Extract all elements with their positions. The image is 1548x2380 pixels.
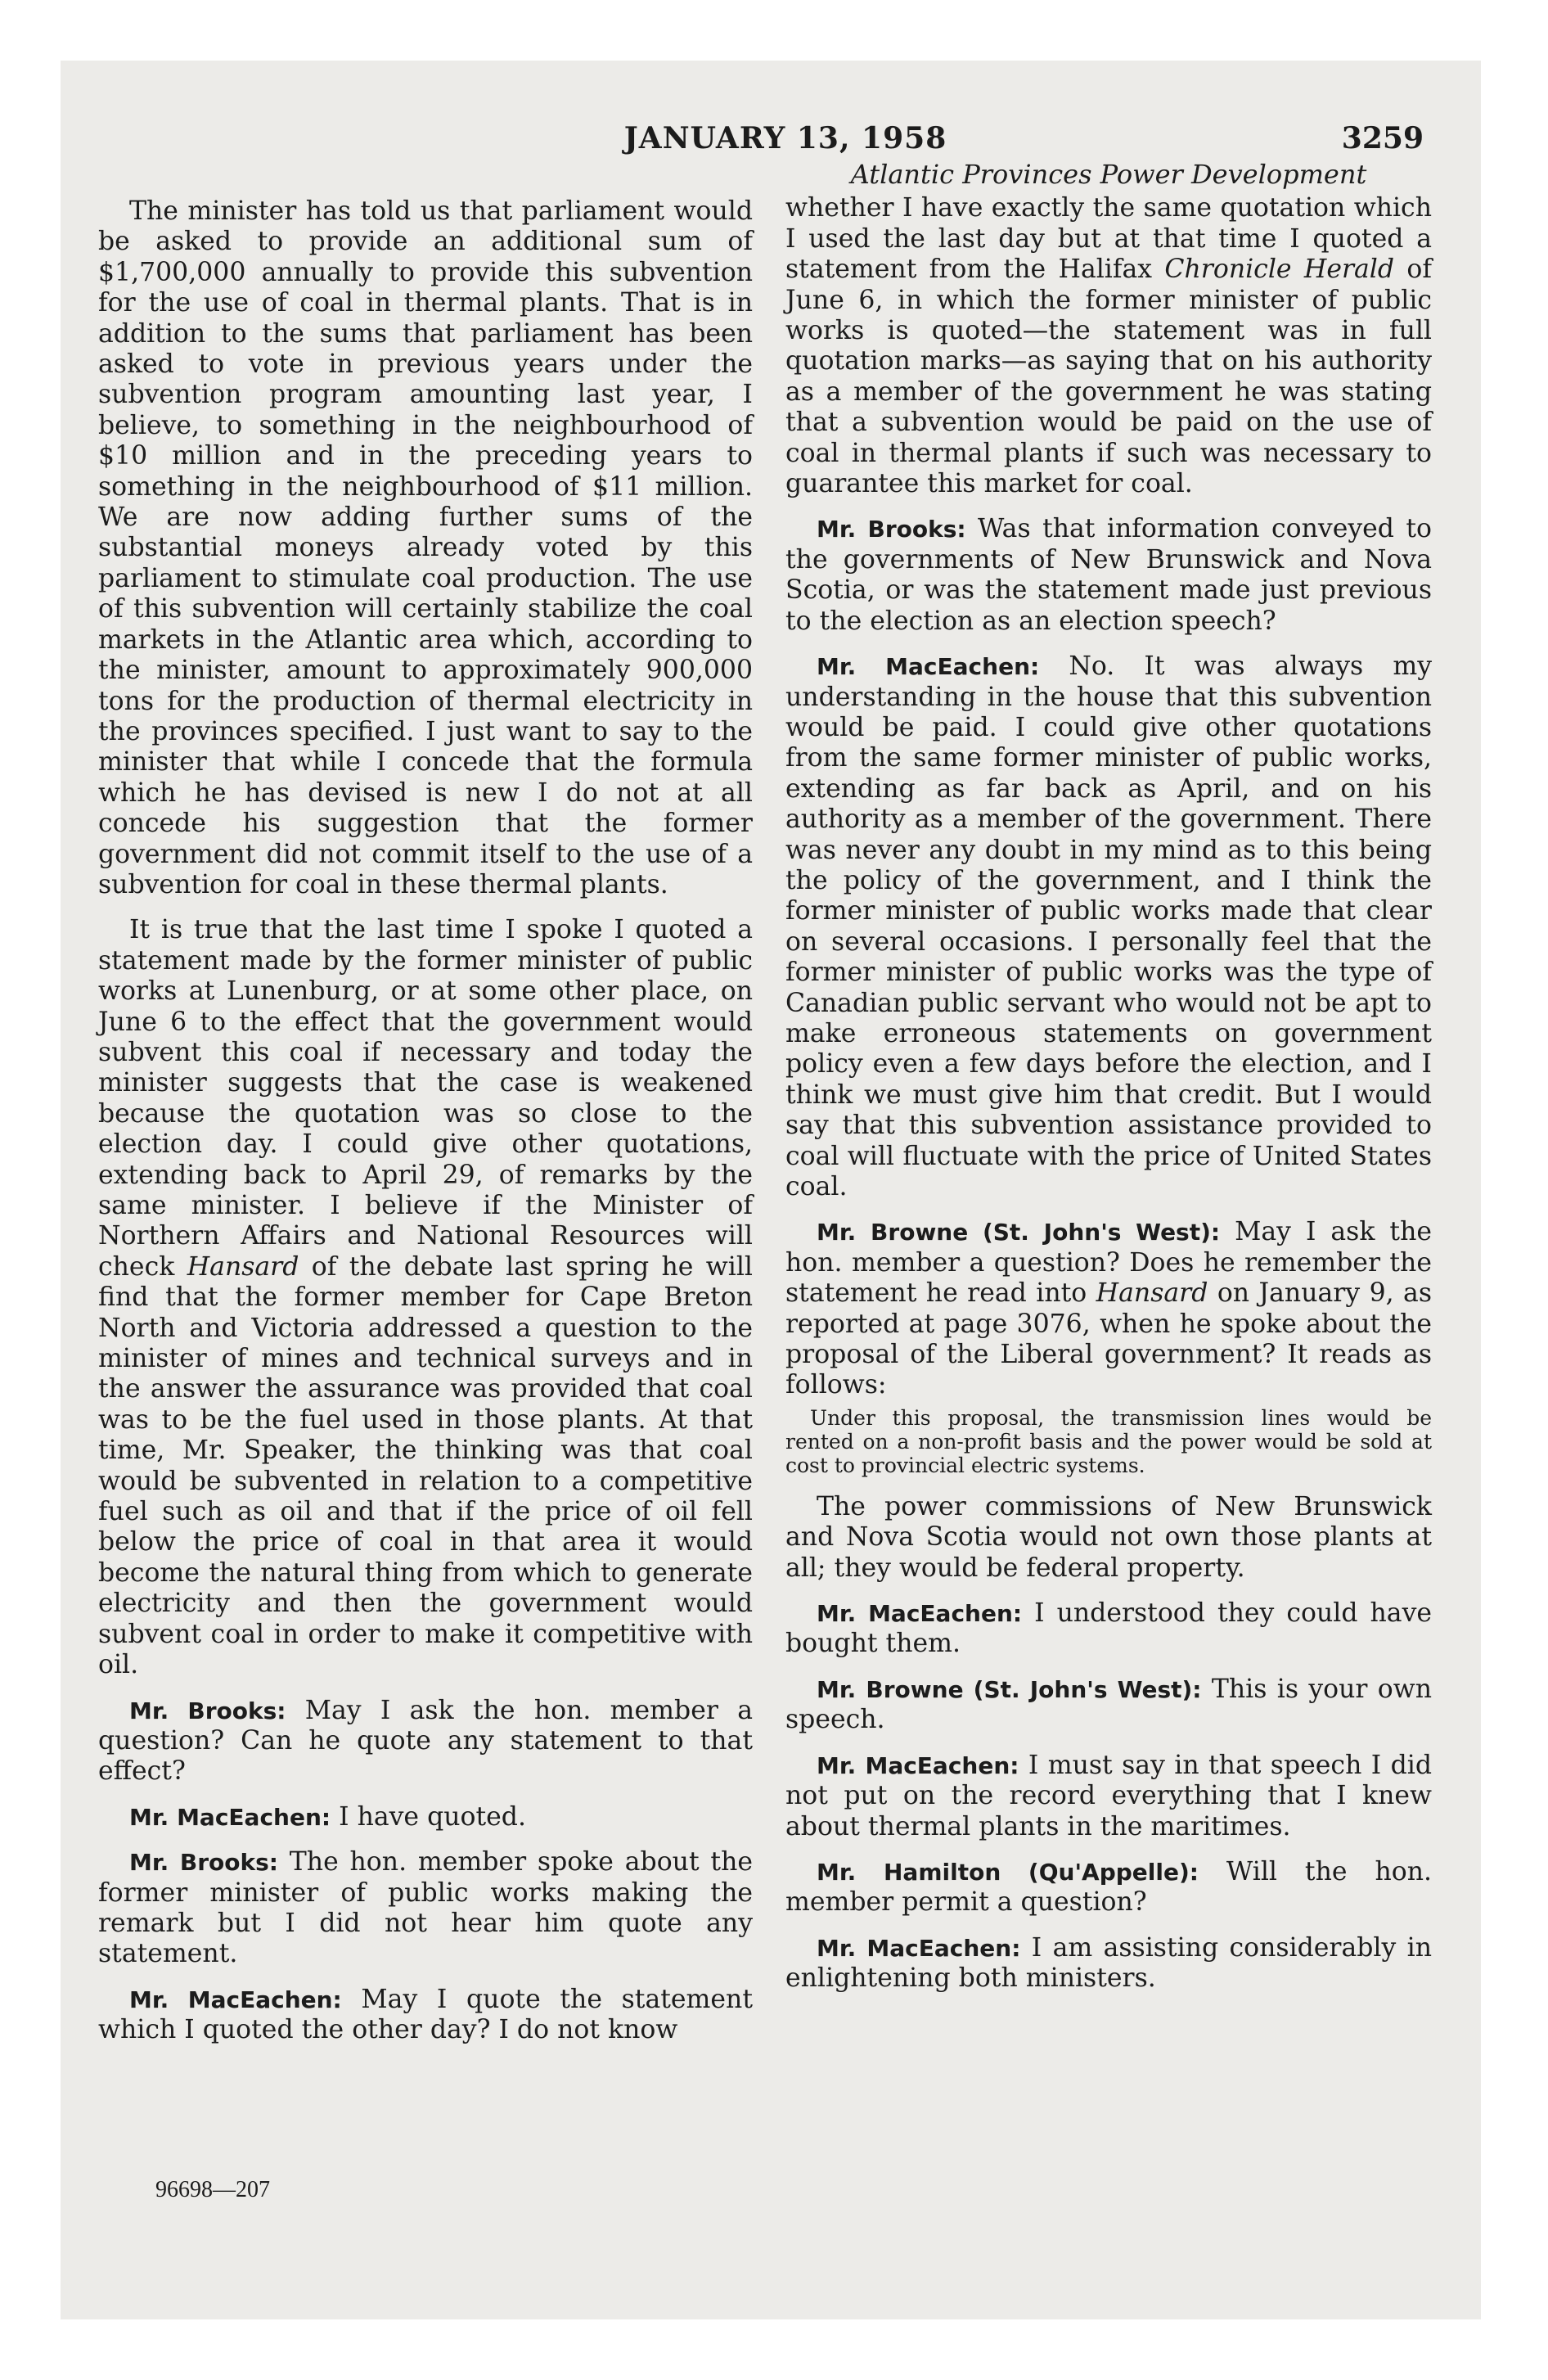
speech: Mr. MacEachen: I have quoted.: [129, 1801, 526, 1832]
paragraph: The power commissions of New Brunswick and Nova Scotia would not own those plants at all; they would be federal property.: [785, 1491, 1432, 1583]
speaker-name: Mr. Brooks:: [817, 516, 966, 543]
speech: Mr. Hamilton (Qu'Appelle): Will the hon. member permit a question?: [785, 1856, 1432, 1918]
block-quote: Under this proposal, the transmission lines would be rented on a non-profit basis and the power would be sold at cost to provincial electric systems.: [785, 1405, 1432, 1477]
speech: Mr. Brooks: May I ask the hon. member a question? Can he quote any statement to that effect?: [98, 1695, 753, 1787]
page-number: 3259: [1341, 121, 1424, 156]
speech: Mr. MacEachen: I must say in that speech I did not put on the record everything that I knew about thermal plants in the maritimes.: [785, 1750, 1433, 1841]
speaker-name: Mr. Browne (St. John's West):: [817, 1675, 1202, 1703]
speaker-name: Mr. MacEachen:: [817, 1751, 1019, 1779]
paragraph: whether I have exactly the same quotation which I used the last day but at that time I quoted a statement from the Halifax Chronicle Herald of June 6, in which the former minister of public works is quoted—the statement was in full quotation marks—as saying that on his authority as a member of the government he was stating that a subvention would be paid on the use of coal in thermal plants if such was necessary to guarantee this market for coal.: [785, 193, 1433, 499]
speaker-name: Mr. Brooks:: [129, 1697, 286, 1724]
speaker-name: Mr. Hamilton (Qu'Appelle):: [817, 1858, 1199, 1886]
hansard-italic: Hansard: [187, 1251, 299, 1282]
running-head: Atlantic Provinces Power Development: [850, 159, 1367, 190]
speaker-name: Mr. MacEachen:: [817, 653, 1040, 681]
speech: Mr. MacEachen: I am assisting considerably in enlightening both ministers.: [785, 1932, 1433, 1994]
header-date: JANUARY 13, 1958: [623, 121, 947, 156]
speech: Mr. MacEachen: I understood they could have bought them.: [785, 1598, 1433, 1659]
speech: Mr. Browne (St. John's West): This is your own speech.: [785, 1674, 1433, 1735]
speech: Mr. MacEachen: May I quote the statement which I quoted the other day? I do not know: [98, 1984, 754, 2045]
speech: Mr. Brooks: Was that information conveyed to the governments of New Brunswick and Nova Scotia, or was the statement made just previous to the election as an election speech?: [785, 514, 1432, 636]
speech: Mr. MacEachen: No. It was always my understanding in the house that this subvention would be paid. I could give other quotations from the same former minister of public works, extending as far back as April, and on his authority as a member of the government. There was never any doubt in my mind as to this being the policy of the government, and I think the former minister of public works made that clear on several occasions. I personally feel that the former minister of public works was the type of Canadian public servant who would not be apt to make erroneous statements on government policy even a few days before the election, and I think we must give him that credit. But I would say that this subvention assistance provided to coal will fluctuate with the price of United States coal.: [785, 651, 1433, 1201]
speaker-name: Mr. MacEachen:: [129, 1803, 331, 1831]
speaker-name: Mr. MacEachen:: [129, 1986, 342, 2013]
speaker-name: Mr. MacEachen:: [817, 1934, 1021, 1962]
page-header: [98, 121, 1473, 162]
print-code: 96698—207: [155, 2177, 270, 2202]
speaker-name: Mr. MacEachen:: [817, 1600, 1023, 1628]
speaker-name: Mr. Browne (St. John's West):: [817, 1219, 1221, 1246]
right-column: [785, 160, 1432, 2009]
speech: Mr. Brooks: The hon. member spoke about the former minister of public works making the remark but I did not hear him quote any statement.: [98, 1847, 753, 1969]
paragraph: The minister has told us that parliament would be asked to provide an additional sum of $1,700,000 annually to provide this subvention for the use of coal in thermal plants. That is in addition to the sums that parliament has been asked to vote in previous years under the subvention program amounting last year, I believe, to something in the neighbourhood of $10 million and in the preceding years to something in the neighbourhood of $11 million. We are now adding further sums of the substantial moneys already voted by this parliament to stimulate coal production. The use of this subvention will certainly stabilize the coal markets in the Atlantic area which, according to the minister, amount to approximately 900,000 tons for the production of thermal electricity in the provinces specified. I just want to say to the minister that while I concede that the formula which he has devised is new I do not at all concede his suggestion that the former government did not commit itself to the use of a subvention for coal in these thermal plants.: [98, 196, 753, 899]
speech: Mr. Browne (St. John's West): May I ask the hon. member a question? Does he remember the statement he read into Hansard on January 9, as reported at page 3076, when he spoke about the proposal of the Liberal government? It reads as follows:: [785, 1217, 1432, 1400]
speaker-name: Mr. Brooks:: [129, 1849, 278, 1877]
left-column: [98, 196, 753, 2061]
paragraph: It is true that the last time I spoke I quoted a statement made by the former minister of public works at Lunenburg, or at some other place, on June 6 to the effect that the government would subvent this coal if necessary and today the minister suggests that the case is weakened because the quotation was so close to the election day. I could give other quotations, extending back to April 29, of remarks by the same minister. I believe if the Minister of Northern Affairs and National Resources will check Hansard of the debate last spring he will find that the former member for Cape Breton North and Victoria addressed a question to the minister of mines and technical surveys and in the answer the assurance was provided that coal was to be the fuel used in those plants. At that time, Mr. Speaker, the thinking was that coal would be subvented in relation to a competitive fuel such as oil and that if the price of oil fell below the price of coal in that area it would become the natural thing from which to generate electricity and then the government would subvent coal in order to make it competitive with oil.: [98, 915, 753, 1680]
